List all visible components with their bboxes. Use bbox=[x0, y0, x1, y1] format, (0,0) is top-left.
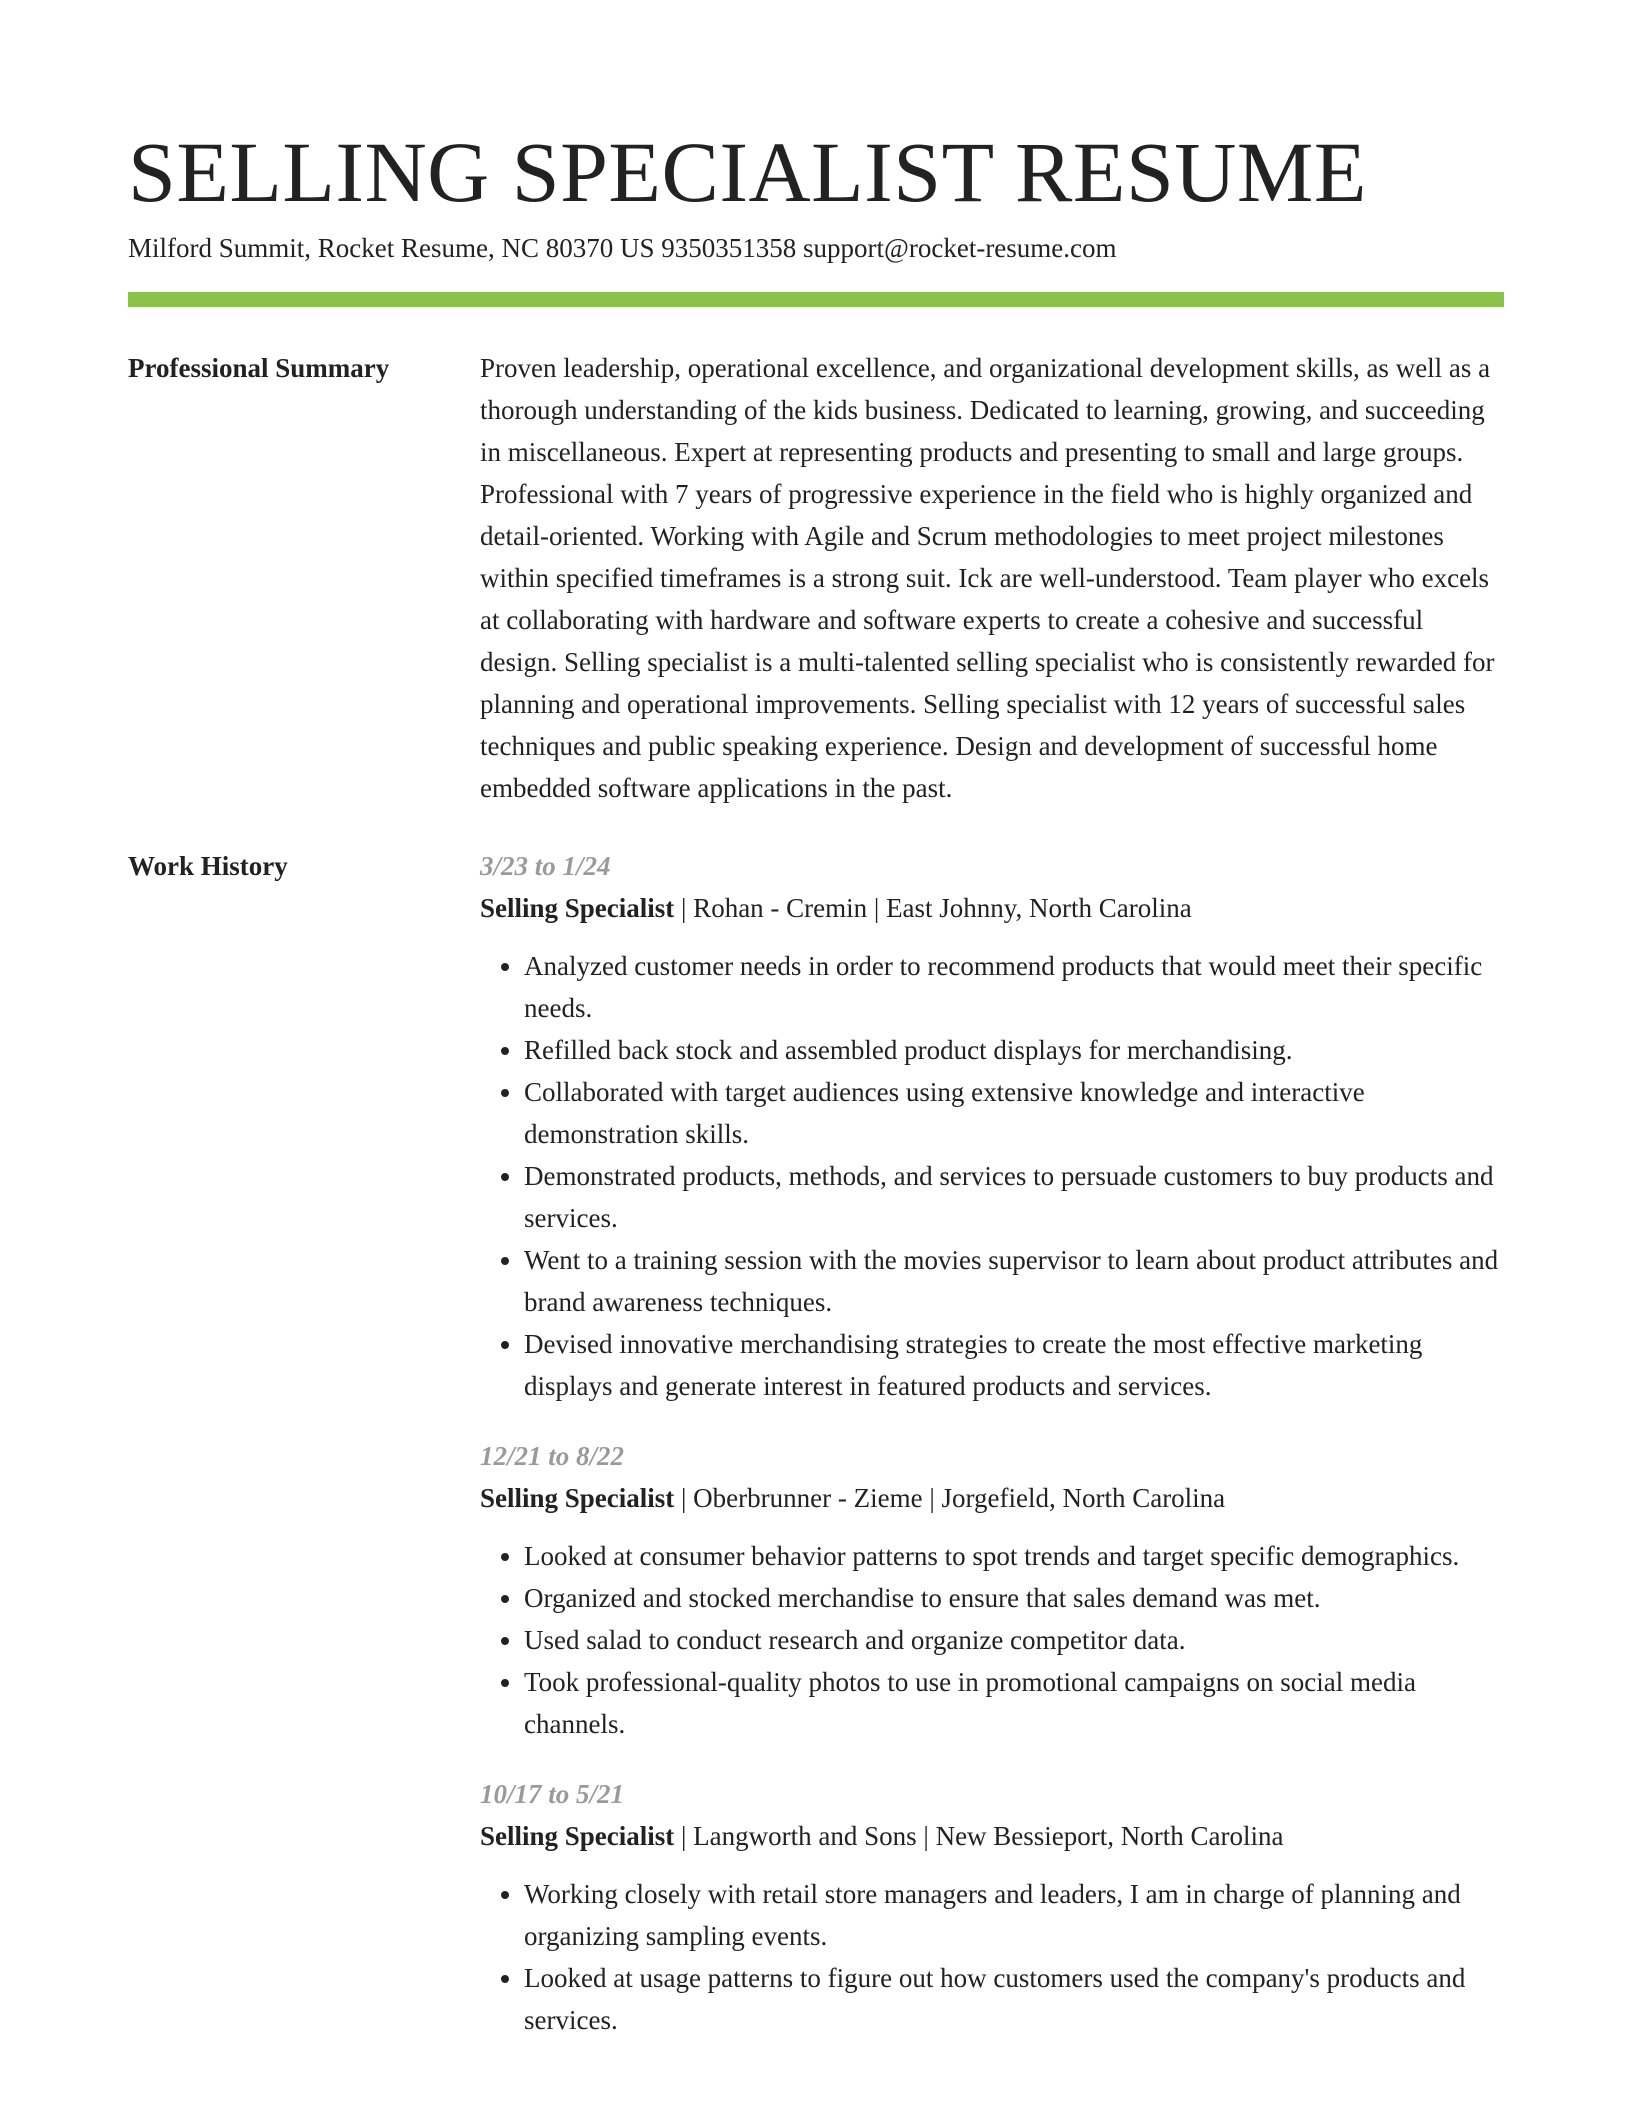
job-dates: 3/23 to 1/24 bbox=[480, 851, 611, 881]
job-title: Selling Specialist bbox=[480, 1821, 675, 1851]
accent-divider bbox=[128, 292, 1504, 307]
bullet-item: • Used salad to conduct research and organize competitor data. bbox=[524, 1619, 1504, 1661]
job-title: Selling Specialist bbox=[480, 893, 675, 923]
job-heading bbox=[480, 1815, 1504, 1857]
bullet-item: • Collaborated with target audiences using extensive knowledge and interactive demonstration skills. bbox=[524, 1071, 1504, 1155]
job-bullets bbox=[480, 945, 1504, 1407]
bullet-item: • Analyzed customer needs in order to recommend products that would meet their specific needs. bbox=[524, 945, 1504, 1029]
job-bullets bbox=[480, 1873, 1504, 2041]
bullet-item: • Working closely with retail store managers and leaders, I am in charge of planning and organizing sampling events. bbox=[524, 1873, 1504, 1957]
resume-title: SELLING SPECIALIST RESUME bbox=[128, 124, 1367, 220]
work-history-body bbox=[480, 845, 1504, 2069]
job-employer-location: | Langworth and Sons | New Bessieport, North Carolina bbox=[674, 1821, 1284, 1851]
summary-text: Proven leadership, operational excellence, and organizational development skills, as well as a thorough understanding of the kids business. Dedicated to learning, growing, and succeeding in miscellaneous. Expert at representing products and presenting to small and large groups. Professional with 7 years of progressive experience in the field who is highly organized and detail-oriented. Working with Agile and Scrum methodologies to meet project milestones within specified timeframes is a strong suit. Ick are well-understood. Team player who excels at collaborating with hardware and software experts to create a cohesive and successful design. Selling specialist is a multi-talented selling specialist who is consistently rewarded for planning and operational improvements. Selling specialist with 12 years of successful sales techniques and public speaking experience. Design and development of successful home embedded software applications in the past. bbox=[480, 353, 1495, 803]
bullet-item: • Went to a training session with the movies supervisor to learn about product attributes and brand awareness techniques. bbox=[524, 1239, 1504, 1323]
bullet-item: • Looked at usage patterns to figure out how customers used the company's products and services. bbox=[524, 1957, 1504, 2041]
job-employer-location: | Rohan - Cremin | East Johnny, North Carolina bbox=[674, 893, 1192, 923]
bullet-item: • Organized and stocked merchandise to ensure that sales demand was met. bbox=[524, 1577, 1504, 1619]
section-label-work-history: Work History bbox=[128, 851, 288, 881]
job-dates: 10/17 to 5/21 bbox=[480, 1779, 625, 1809]
summary-body bbox=[480, 347, 1504, 809]
job-dates: 12/21 to 8/22 bbox=[480, 1441, 625, 1471]
bullet-item: • Looked at consumer behavior patterns to spot trends and target specific demographics. bbox=[524, 1535, 1504, 1577]
job-entry bbox=[480, 1773, 1504, 2041]
job-bullets bbox=[480, 1535, 1504, 1745]
job-entry bbox=[480, 845, 1504, 1407]
bullet-item: • Devised innovative merchandising strategies to create the most effective marketing displays and generate interest in featured products and services. bbox=[524, 1323, 1504, 1407]
work-history-section bbox=[128, 845, 1504, 2069]
bullet-item: • Took professional-quality photos to use in promotional campaigns on social media channels. bbox=[524, 1661, 1504, 1745]
bullet-item: • Demonstrated products, methods, and services to persuade customers to buy products and services. bbox=[524, 1155, 1504, 1239]
resume-page bbox=[128, 0, 1504, 2069]
job-entry bbox=[480, 1435, 1504, 1745]
job-title: Selling Specialist bbox=[480, 1483, 675, 1513]
job-employer-location: | Oberbrunner - Zieme | Jorgefield, North Carolina bbox=[674, 1483, 1226, 1513]
job-heading bbox=[480, 887, 1504, 929]
section-label-summary: Professional Summary bbox=[128, 353, 390, 383]
contact-line: Milford Summit, Rocket Resume, NC 80370 US 9350351358 support@rocket-resume.com bbox=[128, 233, 1117, 263]
bullet-item: • Refilled back stock and assembled product displays for merchandising. bbox=[524, 1029, 1504, 1071]
job-heading bbox=[480, 1477, 1504, 1519]
professional-summary-section bbox=[128, 347, 1504, 809]
